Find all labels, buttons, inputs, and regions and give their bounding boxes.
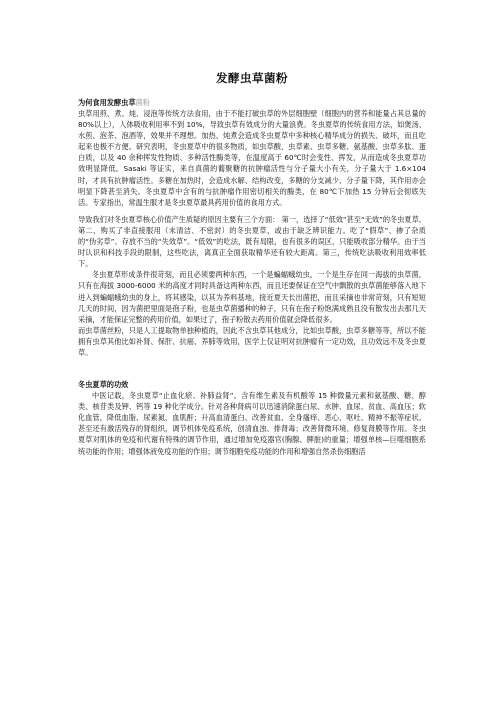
section-gap bbox=[78, 358, 426, 379]
paragraph: 中医记载，冬虫夏草“止血化瘀、补肺益肾”。含有维生素及有机酸等 15 种微量元素和氨基酸、糖、醇类、核苷类及钾、钙等 19 种化学成分。针对各种肾病可以迅速消除蛋白尿、水肿、血尿、贫血、高血压；软化血管，降低血脂、尿素氮、血肌酐；升高血清蛋白、改善贫血、全身瘙痒、恶心、呕吐、精神不振等症状。甚至还有激活残存的肾组织，调节机体免疫系统，创清血浊、排肾毒；改善肾微环境、修复肾膜等作用。冬虫夏草对肌体的免疫和代谢有特殊的调节作用，通过增加免疫器官(胸腺、脾脏)的重量；增强单核—巨噬细胞系统功能的作用；增强体液免疫功能的作用；调节细胞免疫功能的作用和增强自然杀伤细胞活 bbox=[78, 391, 426, 456]
section-heading-efficacy: 冬虫夏草的功效 bbox=[78, 380, 129, 390]
section-heading-why-eat bbox=[78, 97, 426, 108]
paragraph: 而虫草菌丝粉，只是人工提取物单独种植的，因此不含虫草其他成分，比如虫草酸，虫草多糖等等，所以不能拥有虫草其他比如补肾、保肝、抗癌、养肺等效用，医学上仅证明对抗肿瘤有一定功效，且功效远不及冬虫夏草。 bbox=[78, 325, 426, 357]
paragraph: 冬虫夏草形成条件很苛刻，而且必须要两种东西，一个是蝙蝠蛾幼虫，一个是生存在同一海拔的虫草菌，只有在海拔 3000-6000 米的高度才同时具备这两种东西，而且还要保证在空气中飘散的虫草菌能够落入地下进入到蝙蝠蛾幼虫的身上，将其感染，以其为养料基地，接近夏天长出菌把，而且采摘也非常苛刻，只有短短几天的时间，因为菌把里面是孢子粉，也是虫草菌播种的种子，只有在孢子粉饱满成熟且没有散发出去那几天采摘，才能保证完整的药用价值，如果过了，孢子粉散去药用价值就会降低很多。 bbox=[78, 270, 426, 324]
paragraph: 导致我们对冬虫夏草核心价值产生质疑的原因主要有三个方面： 第一，选择了“低效”甚至“无效”的冬虫夏草。第二，购买了非直接服用（未清洁、不密封）的冬虫夏草，或由于缺乏辨识能力。吃了“假草”、掺了杂质的“伪劣草”、存放不当的“失效草”。“低效”的吃法，既有局限，也有很多的误区，只能吸收部分精华。由于当时认识和科技手段的限制，这些吃法，离真正全面获取精华还有较大距离。第三，传统吃法吸收利用效率低下。 bbox=[78, 214, 426, 269]
section-heading-text: 为何食用发酵虫草 bbox=[78, 98, 136, 107]
paragraph: 虫草用煎、煮、炖、浸泡等传统方法食用，由于不能打破虫草的外层细胞壁（细胞内的营养和能量占其总量的 80%以上），人体吸收利用率不到 10%，导致虫草有效成分的大量浪费。冬虫夏草的传统食用方法，如煲汤、水煎、泡茶、泡酒等，效果并不理想。加热、炖煮会造成冬虫夏草中多种核心精华成分的损失、破坏，而且吃起来也极不方便。研究表明，冬虫夏草中的很多物质，如虫草酸、虫草素、虫草多糖、氨基酸、虫草多肽、蛋白质，以及 40 余种挥发性物质、多种活性酶类等，在温度高于 60℃时会变性、挥发，从而造成冬虫夏草功效明显降低。Sasaki 等证实，来自真菌的葡聚糖的抗肿瘤活性与分子量大小有关，分子量大于 1.6×104 时，才具有抗肿瘤活性。多糖在加热时，会造成水解、结构改变，多糖的分支减少、分子量下降，其作用亦会明显下降甚至消失。冬虫夏草中含有的与抗肿瘤作用密切相关的酶类，在 80℃下加热 15 分钟后会彻底失活。专家指出，常温生服才是冬虫夏草最具药用价值的食用方式。 bbox=[78, 109, 426, 207]
document-page bbox=[78, 70, 426, 457]
section-heading-tail: 菌粉 bbox=[135, 98, 150, 107]
document-title: 发酵虫草菌粉 bbox=[216, 71, 288, 85]
